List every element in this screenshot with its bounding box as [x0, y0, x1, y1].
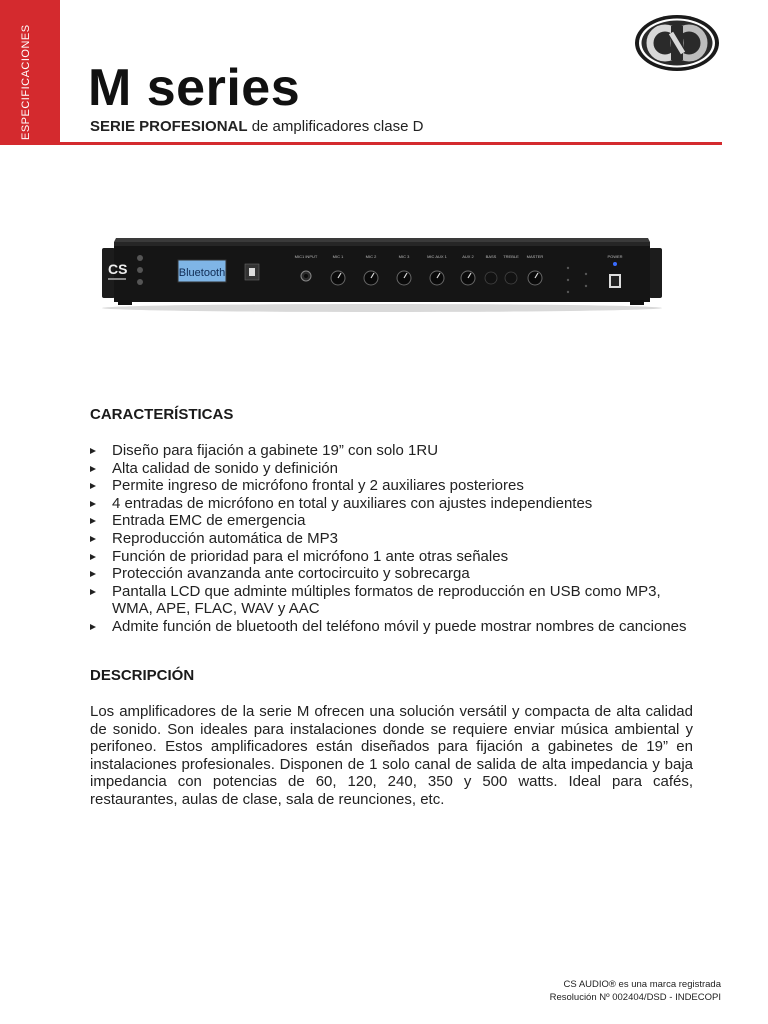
page-title: M series: [88, 59, 301, 117]
list-item: Admite función de bluetooth del teléfono móvil y puede mostrar nombres de canciones: [90, 618, 700, 636]
page-subtitle: [90, 118, 423, 135]
panel-label: MASTER: [526, 254, 544, 259]
sidebar-label: ESPECIFICACIONES: [20, 24, 32, 140]
panel-label: BASS: [485, 254, 497, 259]
list-item: Función de prioridad para el micrófono 1 ante otras señales: [90, 548, 700, 566]
list-item: Protección avanzanda ante cortocircuito y sobrecarga: [90, 565, 700, 583]
subtitle-bold: SERIE PROFESIONAL: [90, 118, 248, 135]
panel-label: MIC 3: [398, 254, 410, 259]
header-divider: [60, 142, 722, 145]
footer-trademark: CS AUDIO® es una marca registrada: [563, 979, 721, 990]
panel-label: TREBLE: [503, 254, 519, 259]
list-item: Diseño para fijación a gabinete 19” con solo 1RU: [90, 442, 700, 460]
sidebar-tab: [0, 0, 60, 145]
list-item: Entrada EMC de emergencia: [90, 512, 700, 530]
panel-label: AUX 2: [462, 254, 474, 259]
panel-label: MIC 2: [365, 254, 377, 259]
power-label: POWER: [607, 254, 623, 259]
list-item: Permite ingreso de micrófono frontal y 2 auxiliares posteriores: [90, 477, 700, 495]
features-heading: CARACTERÍSTICAS: [90, 406, 234, 423]
cs-audio-logo-icon: [634, 14, 720, 72]
panel-label: MIC1 INPUT: [294, 254, 318, 259]
features-list: [90, 442, 700, 636]
product-brand: CS: [108, 261, 128, 277]
lcd-text: Bluetooth: [178, 267, 226, 279]
subtitle-rest: de amplificadores clase D: [247, 118, 424, 135]
panel-label: MIC 1: [332, 254, 344, 259]
list-item: 4 entradas de micrófono en total y auxiliares con ajustes independientes: [90, 495, 700, 513]
description-text: Los amplificadores de la serie M ofrecen una solución versátil y compacta de alta calidad de sonido. Son ideales para instalaciones donde se requiere enviar música ambiental y perifoneo. Estos amplificadores están diseñados para fijación a gabinetes de 19” en instalaciones profesionales. Disponen de 1 solo canal de salida de alta impedancia y baja impedancia con potencias de 60, 120, 240, 350 y 500 watts. Ideal para cafés, restaurantes, aulas de clase, sala de reunciones, etc.: [90, 703, 693, 808]
product-image: [98, 234, 666, 314]
list-item: Reproducción automática de MP3: [90, 530, 700, 548]
list-item: Alta calidad de sonido y definición: [90, 460, 700, 478]
footer-resolution: Resolución Nº 002404/DSD - INDECOPI: [549, 992, 721, 1003]
description-heading: DESCRIPCIÓN: [90, 667, 195, 684]
panel-label: MIC AUX 1: [427, 254, 447, 259]
footer: [550, 978, 721, 1004]
list-item: Pantalla LCD que adminte múltiples formatos de reproducción en USB como MP3, WMA, APE, FLAC, WAV y AAC: [90, 583, 700, 618]
